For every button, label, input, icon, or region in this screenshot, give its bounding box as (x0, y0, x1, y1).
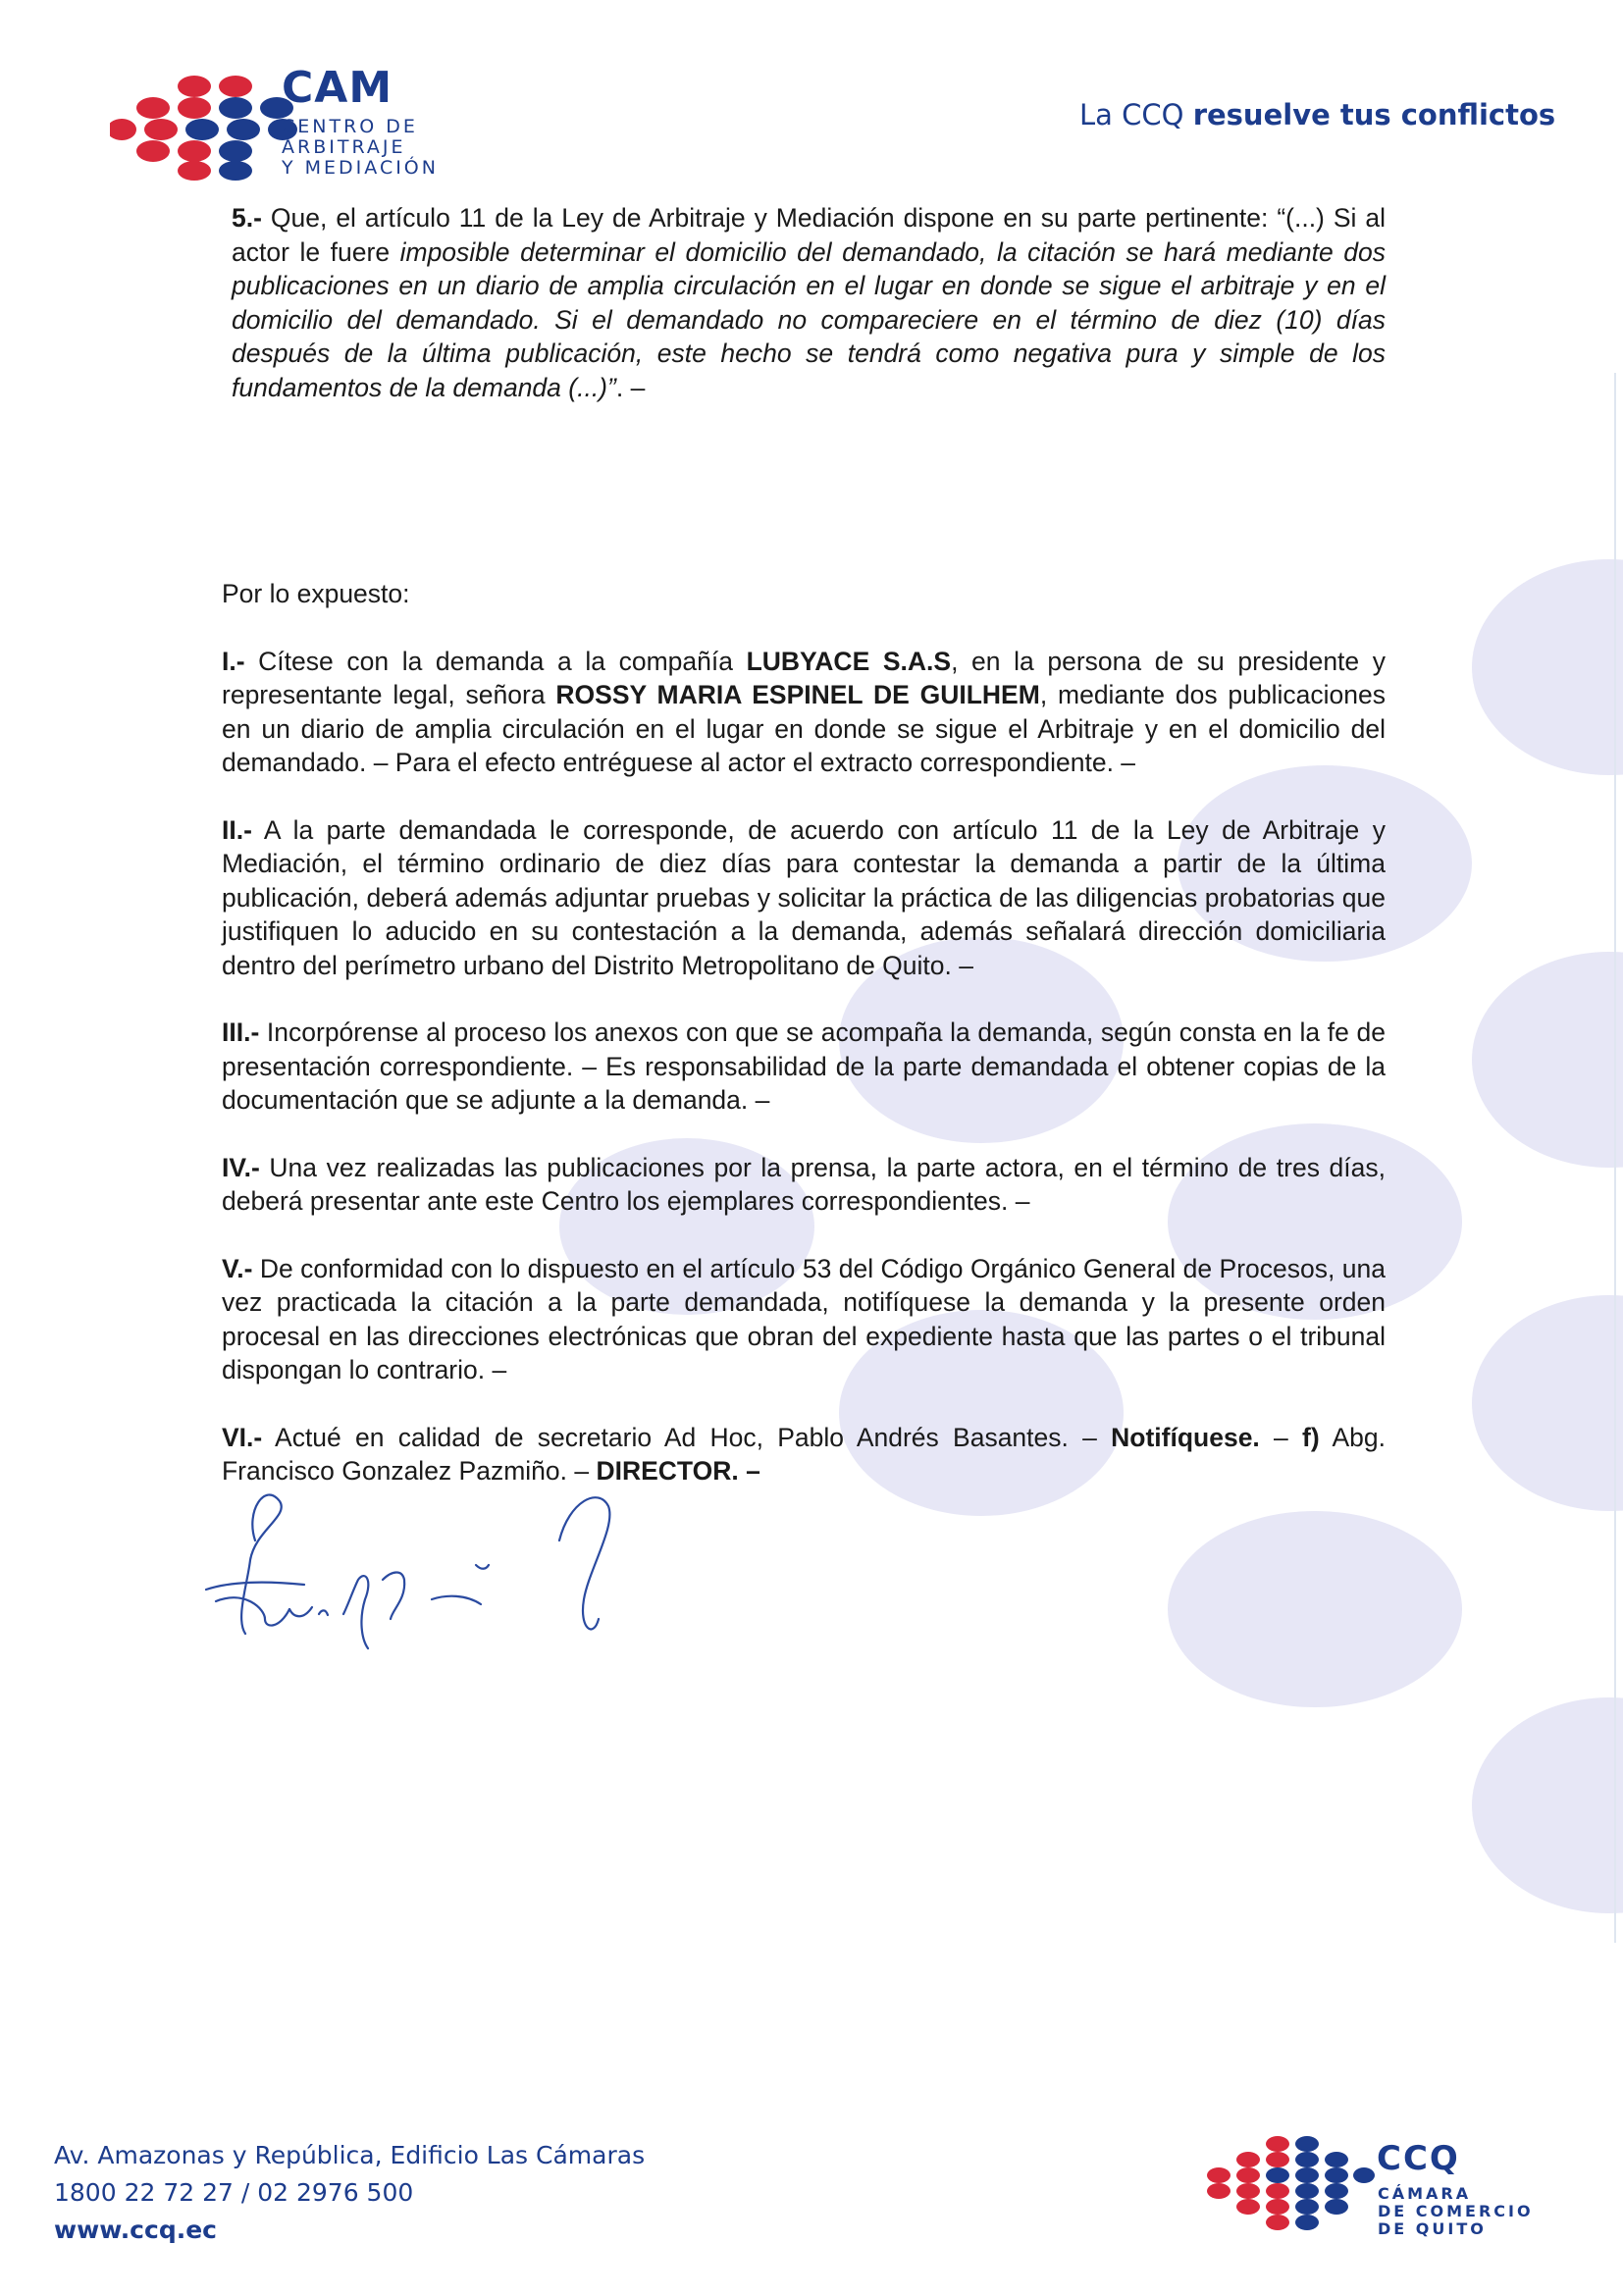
paragraph-number: V.- (222, 1253, 253, 1283)
paragraph-text: A la parte demandada le corresponde, de acuerdo con artículo 11 de la Ley de Arbitraje y Mediación, el término ordinario de diez días para contestar la demanda a partir de la última publicación, deberá además adjuntar pruebas y solicitar la práctica de las diligencias probatorias que justifiquen lo aducido en su contestación a la demanda, además señalará dirección domiciliaria dentro del perímetro urbano del Distrito Metropolitano de Quito. – (222, 814, 1386, 980)
paragraph-V (222, 1252, 1386, 1387)
ccq-logo-subtitle-2: DE COMERCIO (1378, 2202, 1534, 2220)
paragraph-text: , en la persona de su presidente y representante legal, señora (222, 646, 1387, 709)
tagline-bold: resuelve tus conflictos (1192, 98, 1556, 131)
paragraph-text: – (1259, 1422, 1303, 1452)
paragraph-text: Abg. Francisco Gonzalez Pazmiño. – (222, 1422, 1387, 1486)
paragraph-text: , mediante dos publicaciones en un diario de amplia circulación en el lugar en donde se sigue el Arbitraje y en el domicilio del demandado. – Para el efecto entréguese al actor el extracto correspondiente. – (222, 680, 1386, 777)
ccq-dots-logo-icon (1199, 2134, 1376, 2242)
paragraph-text: Que, el artículo 11 de la Ley de Arbitraje y Mediación dispone en su parte pertinente: “(...) Si al actor le fuere (232, 203, 1386, 267)
paragraph-number: 5.- (232, 203, 262, 233)
page-edge-line (1614, 373, 1616, 1943)
paragraph-number: II.- (222, 814, 252, 845)
paragraph-text: Cítese con la demanda a la compañía (244, 646, 747, 676)
paragraph-text: Incorpórense al proceso los anexos con que se acompaña la demanda, según consta en la fe de presentación correspondiente. – Es responsabilidad de la parte demandada el obtener copias de la documentación que se adjunte a la demanda. – (222, 1018, 1386, 1115)
paragraph-text: De conformidad con lo dispuesto en el artículo 53 del Código Orgánico General de Procesos, una vez practicada la citación a la parte demandada, notifíquese la demanda y la presente orden procesal en las direcciones electrónicas que obran del expediente hasta que las partes o el tribunal dispongan lo contrario. – (222, 1253, 1386, 1384)
paragraph-number: III.- (222, 1018, 260, 1047)
ccq-logo-subtitle-3: DE QUITO (1378, 2219, 1487, 2238)
tagline-prefix: La CCQ (1079, 98, 1193, 131)
ccq-logo-subtitle-1: CÁMARA (1378, 2184, 1472, 2203)
header-tagline (1079, 98, 1555, 131)
paragraph-II (222, 813, 1386, 983)
document-body (222, 201, 1386, 1488)
cam-logo-subtitle-2: ARBITRAJE (282, 136, 406, 158)
company-name: LUBYACE S.A.S (746, 646, 952, 676)
footer-address: Av. Amazonas y República, Edificio Las Cámaras (54, 2141, 646, 2169)
paragraph-number: I.- (222, 646, 245, 676)
paragraph-5 (232, 201, 1386, 404)
paragraph-number: IV.- (222, 1152, 260, 1182)
ccq-logo-title: CCQ (1377, 2139, 1460, 2178)
paragraph-III (222, 1016, 1386, 1118)
intro-line: Por lo expuesto: (222, 579, 410, 608)
paragraph-I (222, 645, 1386, 780)
cam-logo-title: CAM (282, 63, 393, 113)
quoted-law-text: imposible determinar el domicilio del demandado, la citación se hará mediante dos publicaciones en un diario de amplia circulación en el lugar en donde se sigue el arbitraje y en el domicilio del demandado. Si el demandado no compareciere en el término de diez (10) días después de la última publicación, este hecho se tendrá como negativa pura y simple de los fundamentos de la demanda (...)” (232, 236, 1386, 402)
signature-marker: f) (1302, 1422, 1320, 1452)
notify-word: Notifíquese. (1111, 1422, 1260, 1452)
director-title: DIRECTOR. – (596, 1456, 760, 1486)
cam-logo-subtitle-3: Y MEDIACIÓN (282, 157, 439, 179)
footer-website-link[interactable]: www.ccq.ec (54, 2216, 217, 2244)
paragraph-text-end: . – (615, 372, 646, 402)
paragraph-text: Una vez realizadas las publicaciones por la prensa, la parte actora, en el término de tres días, deberá presentar ante este Centro los ejemplares correspondientes. – (222, 1152, 1386, 1216)
paragraph-number: VI.- (222, 1422, 263, 1452)
paragraph-IV (222, 1151, 1386, 1219)
paragraph-text: Actué en calidad de secretario Ad Hoc, Pablo Andrés Basantes. – (262, 1422, 1112, 1452)
representative-name: ROSSY MARIA ESPINEL DE GUILHEM (555, 680, 1040, 709)
cam-logo-subtitle-1: CENTRO DE (282, 116, 418, 137)
footer-phones: 1800 22 72 27 / 02 2976 500 (54, 2178, 414, 2207)
handwritten-signature (196, 1472, 667, 1668)
